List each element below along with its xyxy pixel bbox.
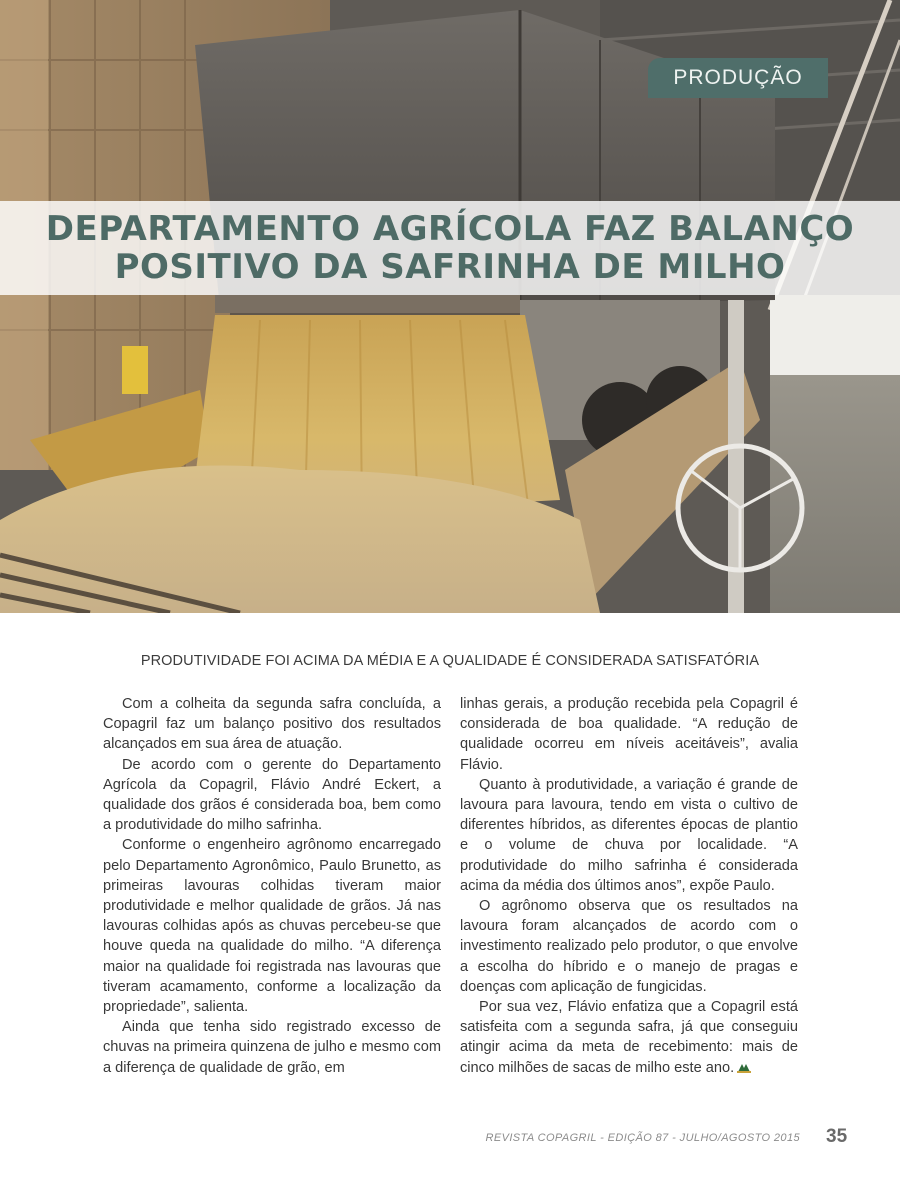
paragraph: Ainda que tenha sido registrado excesso de chuvas na primeira quinzena de julho e mesmo com a diferença de qualidade de grão, em: [103, 1019, 441, 1076]
end-mark-icon: [737, 1062, 751, 1073]
section-tab: PRODUÇÃO: [648, 58, 828, 98]
column-right: [460, 694, 798, 1078]
paragraph-continuation: linhas gerais, a produção recebida pela Copagril é considerada de boa qualidade. “A redução de qualidade ocorreu em níveis aceitáveis”, avalia Flávio.: [460, 696, 798, 773]
title-line-2: POSITIVO DA SAFRINHA DE MILHO: [114, 247, 786, 287]
paragraph: Conforme o engenheiro agrônomo encarregado pelo Departamento Agronômico, Paulo Brunetto, as primeiras lavouras colhidas tiveram maior produtividade e melhor qualidade de grãos. Já nas lavouras colhidas após as chuvas percebeu-se que houve queda na qualidade do milho. “A diferença maior na qualidade foi registrada nas lavouras que tiveram acamamento, conforme a localização da propriedade”, salienta.: [103, 837, 441, 1016]
paragraph: O agrônomo observa que os resultados na lavoura foram alcançados de acordo com o investimento realizado pelo produtor, o que envolve a escolha do híbrido e o manejo de pragas e doenças com aplicação de fungicidas.: [460, 898, 798, 995]
column-left: [103, 694, 441, 1078]
paragraph-final: [460, 997, 798, 1078]
article-subtitle: PRODUTIVIDADE FOI ACIMA DA MÉDIA E A QUALIDADE É CONSIDERADA SATISFATÓRIA: [140, 653, 760, 669]
title-line-1: DEPARTAMENTO AGRÍCOLA FAZ BALANÇO: [45, 209, 855, 249]
paragraph: Com a colheita da segunda safra concluída, a Copagril faz um balanço positivo dos resultados alcançados em sua área de atuação.: [103, 696, 441, 753]
paragraph: Quanto à produtividade, a variação é grande de lavoura para lavoura, tendo em vista o cultivo de diferentes híbridos, as diferentes épocas de plantio e o volume de chuva por localidade. “A produtividade do milho safrinha é considerada acima da média dos últimos anos”, expõe Paulo.: [460, 776, 798, 894]
article-title: [0, 210, 900, 286]
page-number: 35: [826, 1126, 848, 1147]
footer-publication: REVISTA COPAGRIL - EDIÇÃO 87 - JULHO/AGOSTO 2015: [485, 1132, 800, 1144]
paragraph: De acordo com o gerente do Departamento Agrícola da Copagril, Flávio André Eckert, a qualidade dos grãos é considerada boa, bem como a produtividade do milho safrinha.: [103, 756, 441, 834]
paragraph-final-text: Por sua vez, Flávio enfatiza que a Copagril está satisfeita com a segunda safra, já que conseguiu atingir acima da meta de recebimento: mais de cinco milhões de sacas de milho este ano.: [460, 999, 798, 1076]
